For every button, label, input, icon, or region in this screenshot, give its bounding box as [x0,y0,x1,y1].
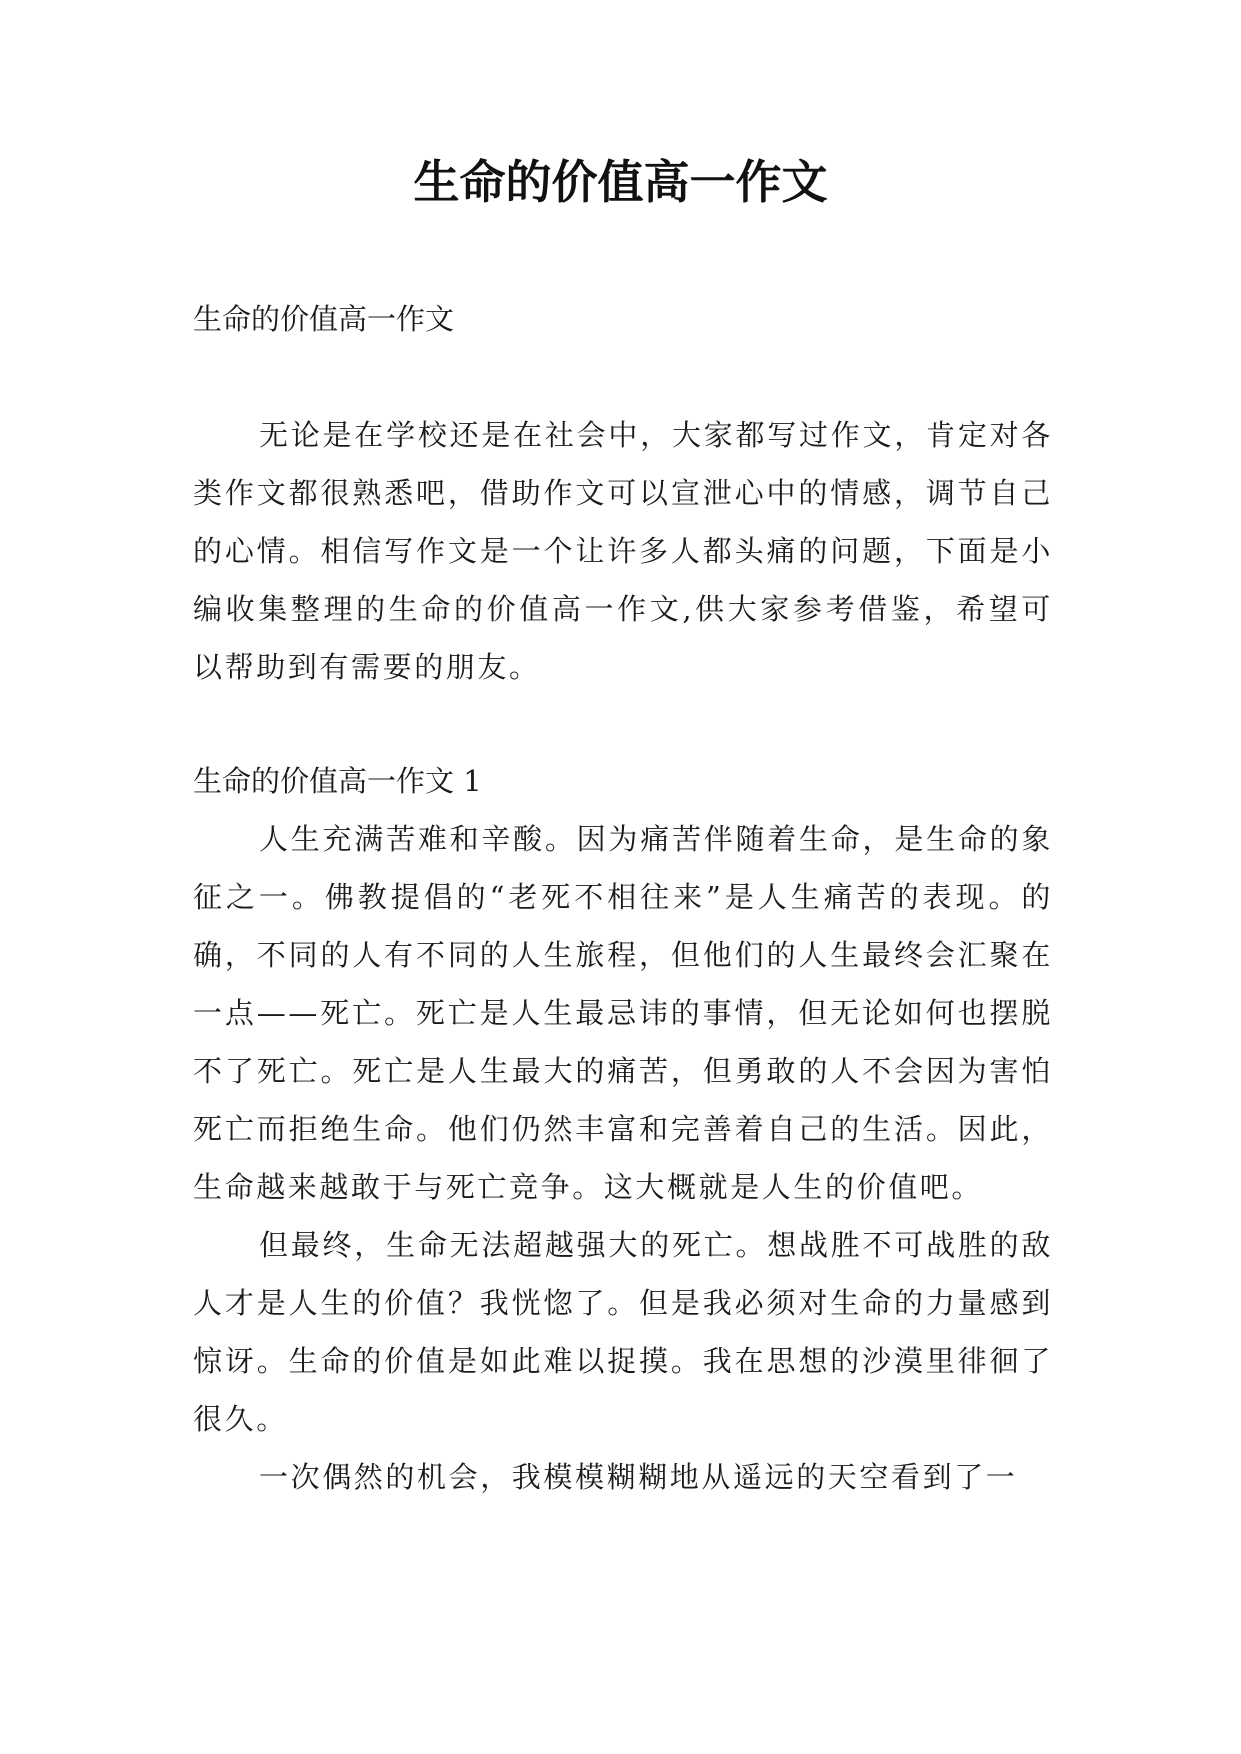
document-body [193,290,1053,1506]
body-paragraph-3: 一次偶然的机会，我模模糊糊地从遥远的天空看到了一 [259,1460,1018,1494]
body-paragraph-1: 人生充满苦难和辛酸。因为痛苦伴随着生命，是生命的象征之一。佛教提倡的“老死不相往来”是人生痛苦的表现。的确，不同的人有不同的人生旅程，但他们的人生最终会汇聚在一点——死亡。死亡是人生最忌讳的事情，但无论如何也摆脱不了死亡。死亡是人生最大的痛苦，但勇敢的人不会因为害怕死亡而拒绝生命。他们仍然丰富和完善着自己的生活。因此，生命越来越敢于与死亡竞争。这大概就是人生的价值吧。 [193,822,1053,1204]
body-paragraph-2: 但最终，生命无法超越强大的死亡。想战胜不可战胜的敌人才是人生的价值？我恍惚了。但是我必须对生命的力量感到惊讶。生命的价值是如此难以捉摸。我在思想的沙漠里徘徊了很久。 [193,1228,1053,1436]
document-title: 生命的价值高一作文 [413,155,828,209]
spacer [193,348,1053,406]
intro-paragraph: 无论是在学校还是在社会中，大家都写过作文，肯定对各类作文都很熟悉吧，借助作文可以宣泄心中的情感，调节自己的心情。相信写作文是一个让许多人都头痛的问题，下面是小编收集整理的生命的价值高一作文,供大家参考借鉴，希望可以帮助到有需要的朋友。 [193,418,1053,684]
section-heading: 生命的价值高一作文 1 [193,764,482,798]
document-subtitle: 生命的价值高一作文 [193,302,455,336]
spacer [193,696,1053,752]
